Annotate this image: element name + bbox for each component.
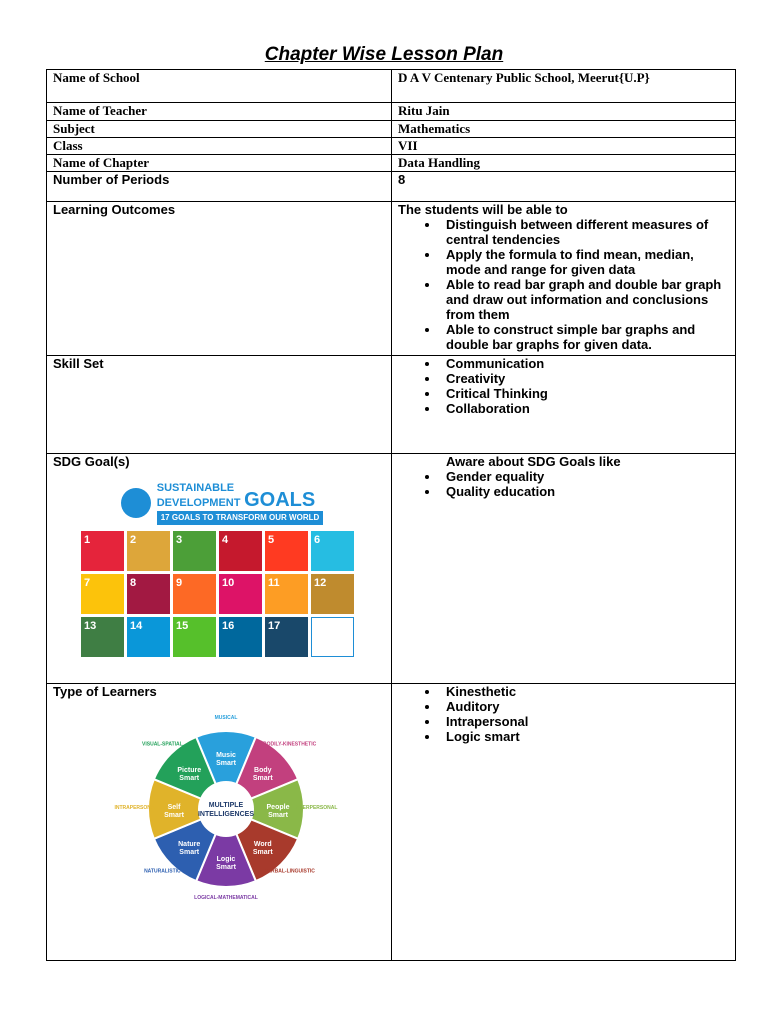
- sdg-tile-number: 9: [176, 577, 183, 589]
- sdg-list: [398, 469, 729, 499]
- value-learners: [392, 684, 736, 961]
- label-teacher: Name of Teacher: [47, 103, 392, 121]
- wheel-segment-label: Picture: [177, 767, 202, 775]
- label-class: Class: [47, 138, 392, 155]
- list-item: • Gender equality: [440, 469, 729, 484]
- learning-outcomes-list: [398, 217, 729, 352]
- list-item: • Logic smart: [440, 729, 729, 744]
- value-subject: Mathematics: [392, 121, 736, 138]
- row-subject: [47, 121, 736, 138]
- wheel-outer-label: LOGICAL-MATHEMATICAL: [194, 895, 258, 901]
- skill-set-list: [398, 356, 729, 416]
- value-sdg: [392, 454, 736, 684]
- sdg-tile: [219, 574, 262, 614]
- sdg-tile: [81, 617, 124, 657]
- list-item: • Able to read bar graph and double bar graph and draw out information and conclusions from them: [440, 277, 729, 322]
- value-teacher: Ritu Jain: [392, 103, 736, 121]
- wheel-segment-label: Self: [167, 804, 181, 811]
- label-chapter: Name of Chapter: [47, 155, 392, 172]
- label-subject: Subject: [47, 121, 392, 138]
- row-chapter: [47, 155, 736, 172]
- row-learners: [47, 684, 736, 961]
- list-item: • Intrapersonal: [440, 714, 729, 729]
- sdg-tile-number: 3: [176, 534, 183, 546]
- value-periods: 8: [392, 172, 736, 202]
- wheel-segment-label: Smart: [179, 848, 200, 856]
- sdg-banner: 17 GOALS TO TRANSFORM OUR WORLD: [157, 511, 324, 525]
- list-item: • Quality education: [440, 484, 729, 499]
- wheel-segment-label: Word: [253, 840, 272, 848]
- label-periods: Number of Periods: [47, 172, 392, 202]
- sdg-tiles-grid: [81, 531, 363, 657]
- label-skill-set: Skill Set: [47, 356, 392, 454]
- sdg-tile-number: 11: [268, 577, 280, 589]
- sdg-tile: [311, 574, 354, 614]
- sdg-tile-number: 5: [268, 534, 275, 546]
- sdg-tile-number: 17: [268, 620, 281, 632]
- sdg-tile: [81, 531, 124, 571]
- wheel-segment-label: Logic: [216, 856, 236, 863]
- sdg-tile: [173, 531, 216, 571]
- sdg-tile: [219, 617, 262, 657]
- wheel-outer-label: VISUAL-SPATIAL: [142, 741, 183, 748]
- wheel-segment-label: Body: [254, 767, 272, 775]
- row-school: [47, 70, 736, 103]
- row-skill-set: [47, 356, 736, 454]
- wheel-segment-label: Smart: [268, 812, 288, 819]
- sdg-tile: [311, 617, 354, 657]
- wheel-outer-label: INTERPERSONAL: [294, 805, 338, 811]
- wheel-svg: [101, 709, 351, 909]
- sdg-tile: [127, 574, 170, 614]
- wheel-center-label: INTELLIGENCES: [197, 811, 255, 818]
- sdg-wordmark: [157, 481, 324, 525]
- sdg-line1: SUSTAINABLE: [156, 482, 235, 494]
- list-item: • Communication: [440, 356, 729, 371]
- row-class: [47, 138, 736, 155]
- sdg-tile: [127, 531, 170, 571]
- sdg-label: SDG Goal(s): [53, 454, 130, 469]
- sdg-tile-number: 16: [222, 620, 235, 632]
- sdg-tile-number: 7: [84, 577, 91, 589]
- learners-label: Type of Learners: [53, 684, 157, 699]
- learning-outcomes-intro: The students will be able to: [398, 202, 568, 217]
- lesson-plan-table: [46, 69, 736, 961]
- list-item: • Collaboration: [440, 401, 729, 416]
- value-school: D A V Centenary Public School, Meerut{U.P}: [392, 70, 736, 103]
- row-periods: [47, 172, 736, 202]
- sdg-tile: [219, 531, 262, 571]
- sdg-tile-number: 15: [176, 620, 189, 632]
- sdg-tile-number: 13: [84, 620, 97, 632]
- sdg-tile: [173, 617, 216, 657]
- list-item: • Able to construct simple bar graphs and double bar graphs for given data.: [440, 322, 729, 352]
- sdg-tile-number: 6: [314, 534, 321, 546]
- sdg-tile: [81, 574, 124, 614]
- document-title: Chapter Wise Lesson Plan: [264, 44, 504, 65]
- wheel-segment-label: People: [266, 804, 290, 811]
- list-item: • Apply the formula to find mean, median, mode and range for given data: [440, 247, 729, 277]
- sdg-tile-number: 10: [222, 577, 235, 589]
- label-learning-outcomes: Learning Outcomes: [47, 202, 392, 356]
- list-item: • Auditory: [440, 699, 729, 714]
- wheel-outer-label: INTRAPERSONAL: [114, 805, 158, 811]
- list-item: • Critical Thinking: [440, 386, 729, 401]
- wheel-segment-label: Smart: [252, 848, 273, 856]
- sdg-tile-number: 14: [130, 620, 143, 632]
- wheel-outer-label: BODILY-KINESTHETIC: [263, 741, 317, 748]
- sdg-logo-image: [81, 481, 363, 657]
- sdg-tile-number: 1: [84, 534, 91, 546]
- sdg-tile: [311, 531, 354, 571]
- wheel-center: [198, 781, 254, 837]
- sdg-intro: Aware about SDG Goals like: [446, 454, 621, 469]
- learners-list: [398, 684, 729, 744]
- sdg-tile: [265, 574, 308, 614]
- sdg-tile: [265, 617, 308, 657]
- sdg-line2: DEVELOPMENT: [156, 497, 241, 509]
- value-class: VII: [392, 138, 736, 155]
- label-sdg: [47, 454, 392, 684]
- wheel-segment-label: Smart: [216, 760, 236, 767]
- label-school: Name of School: [47, 70, 392, 103]
- wheel-segment-label: Smart: [179, 775, 200, 783]
- wheel-outer-label: NATURALISTIC: [144, 868, 181, 875]
- wheel-center-label: MULTIPLE: [208, 802, 244, 809]
- sdg-header: [81, 481, 363, 525]
- row-sdg: [47, 454, 736, 684]
- wheel-segment-label: Music: [216, 752, 236, 759]
- un-emblem-icon: [121, 488, 151, 518]
- wheel-segment-label: Smart: [216, 864, 236, 871]
- list-item: • Distinguish between different measures of central tendencies: [440, 217, 729, 247]
- list-item: • Kinesthetic: [440, 684, 729, 699]
- wheel-segment-label: Smart: [252, 775, 273, 783]
- sdg-tile-number: 12: [314, 577, 327, 589]
- list-item: • Creativity: [440, 371, 729, 386]
- value-chapter: Data Handling: [392, 155, 736, 172]
- row-learning-outcomes: [47, 202, 736, 356]
- multiple-intelligences-wheel: [101, 709, 385, 912]
- sdg-tile-number: 8: [130, 577, 137, 589]
- label-learners: [47, 684, 392, 961]
- value-skill-set: [392, 356, 736, 454]
- row-teacher: [47, 103, 736, 121]
- sdg-goals-word: GOALS: [244, 489, 316, 511]
- wheel-outer-label: MUSICAL: [214, 715, 238, 721]
- wheel-segment-label: Nature: [178, 840, 201, 848]
- sdg-tile: [127, 617, 170, 657]
- sdg-tile-number: 4: [222, 534, 229, 546]
- sdg-tile: [265, 531, 308, 571]
- value-learning-outcomes: [392, 202, 736, 356]
- sdg-tile: [173, 574, 216, 614]
- sdg-tile-number: 2: [130, 534, 137, 546]
- wheel-outer-label: VERBAL-LINGUISTIC: [264, 868, 315, 875]
- wheel-segment-label: Smart: [164, 812, 184, 819]
